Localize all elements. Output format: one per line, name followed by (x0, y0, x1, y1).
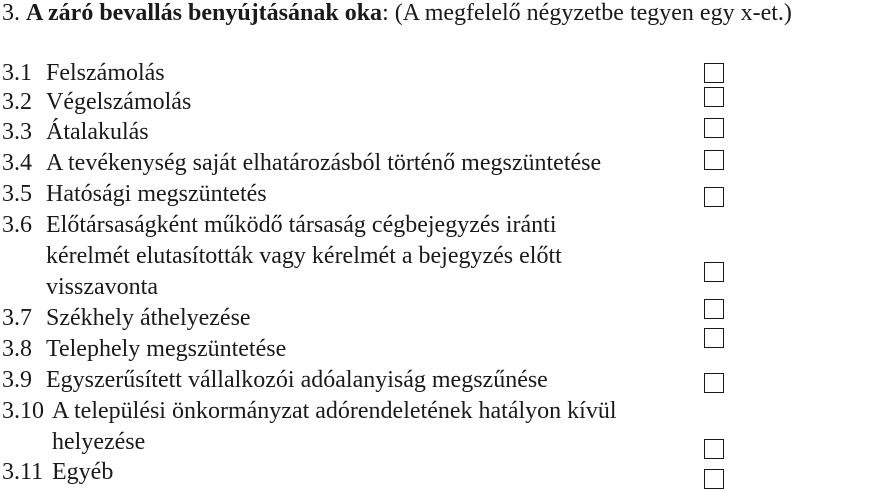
item-number: 3.3 (2, 119, 32, 145)
list-item-3-3 (2, 117, 149, 147)
list-item-3-4 (2, 148, 601, 178)
checkbox-3-7[interactable] (704, 299, 724, 319)
checkbox-3-10[interactable] (704, 439, 724, 459)
checkbox-3-5[interactable] (704, 187, 724, 207)
list-item-3-9 (2, 365, 548, 395)
section-heading (2, 0, 792, 28)
list-item-3-1 (2, 58, 165, 88)
item-label: Egyszerűsített vállalkozói adóalanyiság megszűnése (46, 367, 548, 393)
item-label: Egyéb (52, 459, 114, 485)
checkbox-3-2[interactable] (704, 87, 724, 107)
item-label: A tevékenység saját elhatározásból történő megszüntetése (46, 150, 602, 176)
item-number: 3.10 (2, 398, 44, 424)
item-number: 3.2 (2, 89, 32, 115)
item-number: 3.5 (2, 181, 32, 207)
list-item-3-5 (2, 179, 267, 209)
list-item-3-10 (2, 396, 616, 426)
list-item-3-2 (2, 87, 191, 117)
item-label: A települési önkormányzat adórendeletének hatályon kívül (52, 398, 617, 424)
checkbox-3-6[interactable] (704, 262, 724, 282)
item-number: 3.7 (2, 305, 32, 331)
item-number: 3.6 (2, 212, 32, 238)
item-label-continuation: visszavonta (46, 274, 158, 300)
checkbox-3-1[interactable] (704, 63, 724, 83)
list-item-3-6 (2, 210, 556, 240)
item-number: 3.1 (2, 60, 32, 86)
item-label: Végelszámolás (46, 89, 192, 115)
section-number: 3. (2, 0, 20, 26)
checkbox-3-9[interactable] (704, 373, 724, 393)
item-number: 3.9 (2, 367, 32, 393)
item-number: 3.8 (2, 336, 32, 362)
item-number: 3.11 (2, 459, 44, 485)
item-label: Átalakulás (46, 119, 149, 145)
checkbox-3-3[interactable] (704, 118, 724, 138)
item-label: Székhely áthelyezése (46, 305, 251, 331)
item-label: Előtársaságként működő társaság cégbejegyzés iránti (46, 212, 557, 238)
list-item-3-8 (2, 334, 286, 364)
list-item-3-11 (2, 457, 113, 487)
checkbox-3-4[interactable] (704, 150, 724, 170)
checkbox-3-11[interactable] (704, 469, 724, 489)
item-label-continuation: helyezése (52, 429, 146, 455)
item-label: Hatósági megszüntetés (46, 181, 267, 207)
section-title: A záró bevallás benyújtásának oka (26, 0, 383, 26)
item-label: Telephely megszüntetése (46, 336, 287, 362)
item-label: Felszámolás (46, 60, 165, 86)
item-label-continuation: kérelmét elutasították vagy kérelmét a bejegyzés előtt (46, 243, 562, 269)
item-number: 3.4 (2, 150, 32, 176)
list-item-3-7 (2, 303, 251, 333)
section-instruction: : (A megfelelő négyzetbe tegyen egy x-et.) (382, 0, 792, 26)
checkbox-3-8[interactable] (704, 328, 724, 348)
